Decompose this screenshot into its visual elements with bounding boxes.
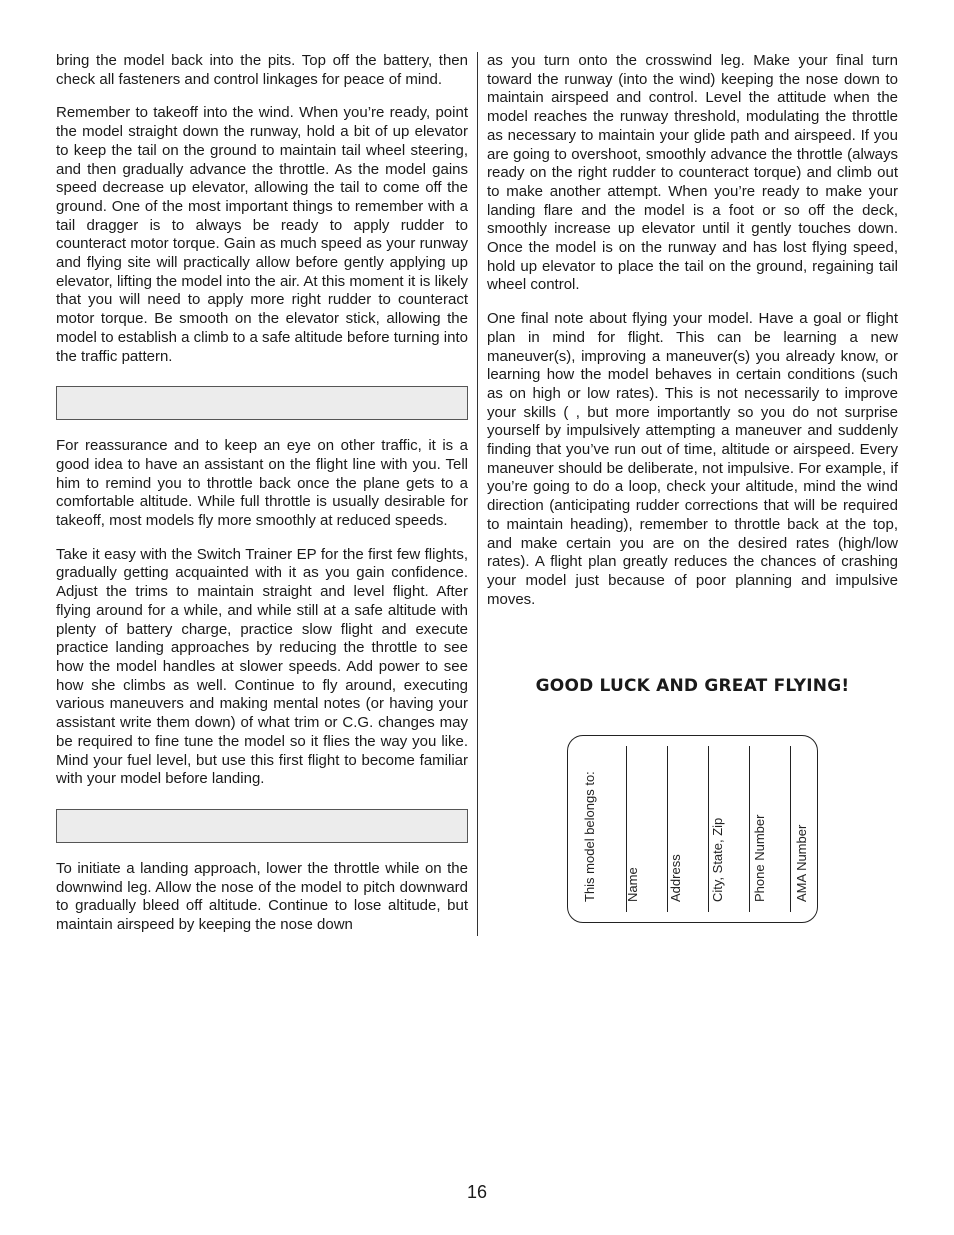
right-column [487, 52, 898, 609]
column-divider [477, 52, 478, 936]
field-line [708, 746, 709, 912]
paragraph: For reassurance and to keep an eye on other traffic, it is a good idea to have an assistant on the flight line with you. Tell him to remind you to throttle back once the plane gets to a comfortable altitude. While full throttle is usually desirable for takeoff, most models fly more smoothly at reduced speeds. [56, 437, 468, 530]
section-heading-bar [56, 386, 468, 420]
page-number: 16 [466, 1182, 488, 1202]
section-heading-bar [56, 809, 468, 843]
left-column [56, 52, 468, 935]
field-line [790, 746, 791, 912]
paragraph: Take it easy with the Switch Trainer EP for the first few flights, gradually getting acquainted with it as you gain confidence. Adjust the trims to maintain straight and level flight. After flying around for a while, and while still at a safe altitude with plenty of battery charge, practice slow flight and execute practice landing approaches by reducing the throttle to see how the model handles at slower speeds. Add power to see how she climbs as well. Continue to fly around, executing various maneuvers and making mental notes (or having your assistant write them down) of what trim or C.G. changes may be required to fine tune the model so it flies the way you like. Mind your fuel level, but use this first flight to become familiar with your model before landing. [56, 545, 468, 788]
tag-field-phone: Phone Number [752, 814, 767, 902]
ownership-tag [567, 735, 818, 923]
field-line [749, 746, 750, 912]
tag-field-name: Name [625, 867, 640, 902]
paragraph: as you turn onto the crosswind leg. Make your final turn toward the runway (into the wind) keeping the nose down to maintain airspeed and control. Level the attitude when the model reaches the runway threshold, modulating the throttle as necessary to maintain your glide path and airspeed. If you are going to overshoot, smoothly advance the throttle (always ready on the right rudder to counteract torque) and climb out to make another attempt. When you’re ready to make your landing flare and the model is a foot or so off the deck, smoothly increase up elevator until it gently touches down. Once the model is on the runway and has lost flying speed, hold up elevator to place the tail on the ground, regaining tail wheel control. [487, 52, 898, 294]
tag-field-city: City, State, Zip [710, 817, 725, 902]
tag-field-address: Address [668, 854, 683, 902]
closing-line: GOOD LUCK AND GREAT FLYING! [535, 676, 850, 696]
paragraph: Remember to takeoff into the wind. When you’re ready, point the model straight down the runway, hold a bit of up elevator to keep the tail on the ground to maintain tail wheel steering, and then gradually advance the throttle. As the model gains speed decrease up elevator, allowing the tail to come off the ground. One of the most important things to remember with a tail dragger is to always be ready to apply rudder to counteract motor torque. Gain as much speed as your runway and flying site will practically allow before gently applying up elevator, lifting the model into the air. At this moment it is likely that you will need to apply more right rudder to counteract motor torque. Be smooth on the elevator stick, allowing the model to establish a climb to a safe altitude before turning into the traffic pattern. [56, 104, 468, 365]
paragraph: One final note about flying your model. Have a goal or flight plan in mind for flight. This can be learning a new maneuver(s), improving a maneuver(s) you already know, or learning how the model behaves in certain conditions (such as on high or low rates). This is not necessarily to improve your skills ( , but more importantly so you do not surprise yourself by impulsively attempting a maneuver and suddenly finding that you’ve run out of time, altitude or airspeed. Every maneuver should be deliberate, not impulsive. For example, if you’re going to do a loop, check your altitude, mind the wind direction (anticipating rudder corrections that will be required to maintain heading), remember to throttle back at the top, and make certain you are on the desired rates (high/low rates). A flight plan greatly reduces the chances of crashing your model just because of poor planning and impulsive moves. [487, 310, 898, 608]
paragraph: To initiate a landing approach, lower the throttle while on the downwind leg. Allow the nose of the model to pitch downward to gradually bleed off altitude. Continue to lose altitude, but maintain airspeed by keeping the nose down [56, 859, 468, 934]
tag-title: This model belongs to: [582, 771, 597, 902]
tag-field-ama: AMA Number [794, 824, 809, 902]
paragraph: bring the model back into the pits. Top off the battery, then check all fasteners and control linkages for peace of mind. [56, 52, 468, 88]
